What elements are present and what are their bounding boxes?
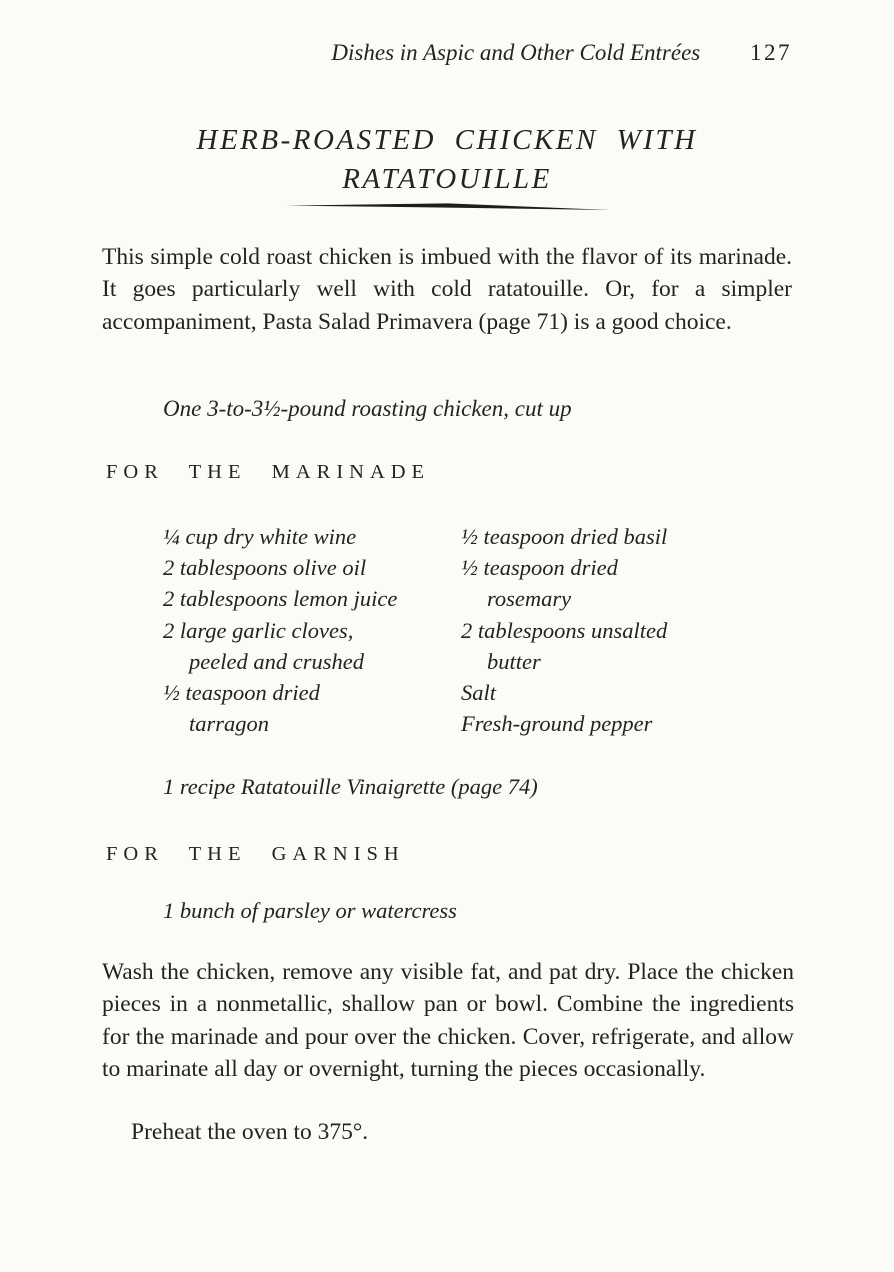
title-divider-rule	[286, 201, 610, 213]
ingredient-line: butter	[487, 648, 541, 674]
preheat-line: Preheat the oven to 375°.	[131, 1119, 369, 1145]
main-ingredient-line: One 3-to-3½-pound roasting chicken, cut up	[163, 396, 572, 421]
recipe-reference-line: 1 recipe Ratatouille Vinaigrette (page 74)	[163, 774, 538, 799]
running-title: Dishes in Aspic and Other Cold Entrées	[331, 40, 701, 65]
marinade-ingredient-list	[163, 521, 791, 739]
ingredient-line: Salt	[461, 680, 497, 706]
running-header	[102, 40, 792, 66]
ingredient-line: 2 tablespoons olive oil	[163, 555, 367, 581]
ingredient-line: rosemary	[487, 586, 572, 612]
ingredient-line: ½ teaspoon dried	[461, 555, 618, 581]
marinade-section-heading: FOR THE MARINADE	[106, 461, 431, 483]
intro-paragraph: This simple cold roast chicken is imbued with the flavor of its marinade. It goes particularly well with cold ratatouille. Or, for a simpler accompaniment, Pasta Salad Primavera (page 71) is a good choice.	[102, 244, 792, 335]
ingredient-line: tarragon	[189, 711, 270, 737]
recipe-title-line1: HERB-ROASTED CHICKEN WITH	[196, 124, 698, 156]
ingredient-line: ¼ cup dry white wine	[163, 524, 357, 549]
recipe-title	[0, 121, 894, 199]
ingredient-line: ½ teaspoon dried basil	[461, 524, 668, 549]
instructions-paragraph: Wash the chicken, remove any visible fat, and pat dry. Place the chicken pieces in a nonmetallic, shallow pan or bowl. Combine the ingredients for the marinade and pour over the chicken. Cover, refrigerate, and allow to marinate all day or overnight, turning the pieces occasionally.	[102, 959, 794, 1083]
ingredient-line: ½ teaspoon dried	[163, 680, 320, 706]
ingredient-column-right	[461, 521, 791, 739]
garnish-ingredient-line: 1 bunch of parsley or watercress	[163, 898, 457, 923]
ingredient-line: 2 tablespoons unsalted	[461, 617, 668, 643]
page-number: 127	[750, 40, 792, 65]
ingredient-column-left	[163, 521, 461, 739]
ingredient-line: 2 large garlic cloves,	[163, 617, 354, 643]
ingredient-line: 2 tablespoons lemon juice	[163, 586, 398, 612]
garnish-section-heading: FOR THE GARNISH	[106, 843, 405, 865]
ingredient-line: peeled and crushed	[189, 648, 364, 674]
recipe-title-line2: RATATOUILLE	[342, 163, 552, 195]
ingredient-line: Fresh-ground pepper	[461, 711, 653, 737]
